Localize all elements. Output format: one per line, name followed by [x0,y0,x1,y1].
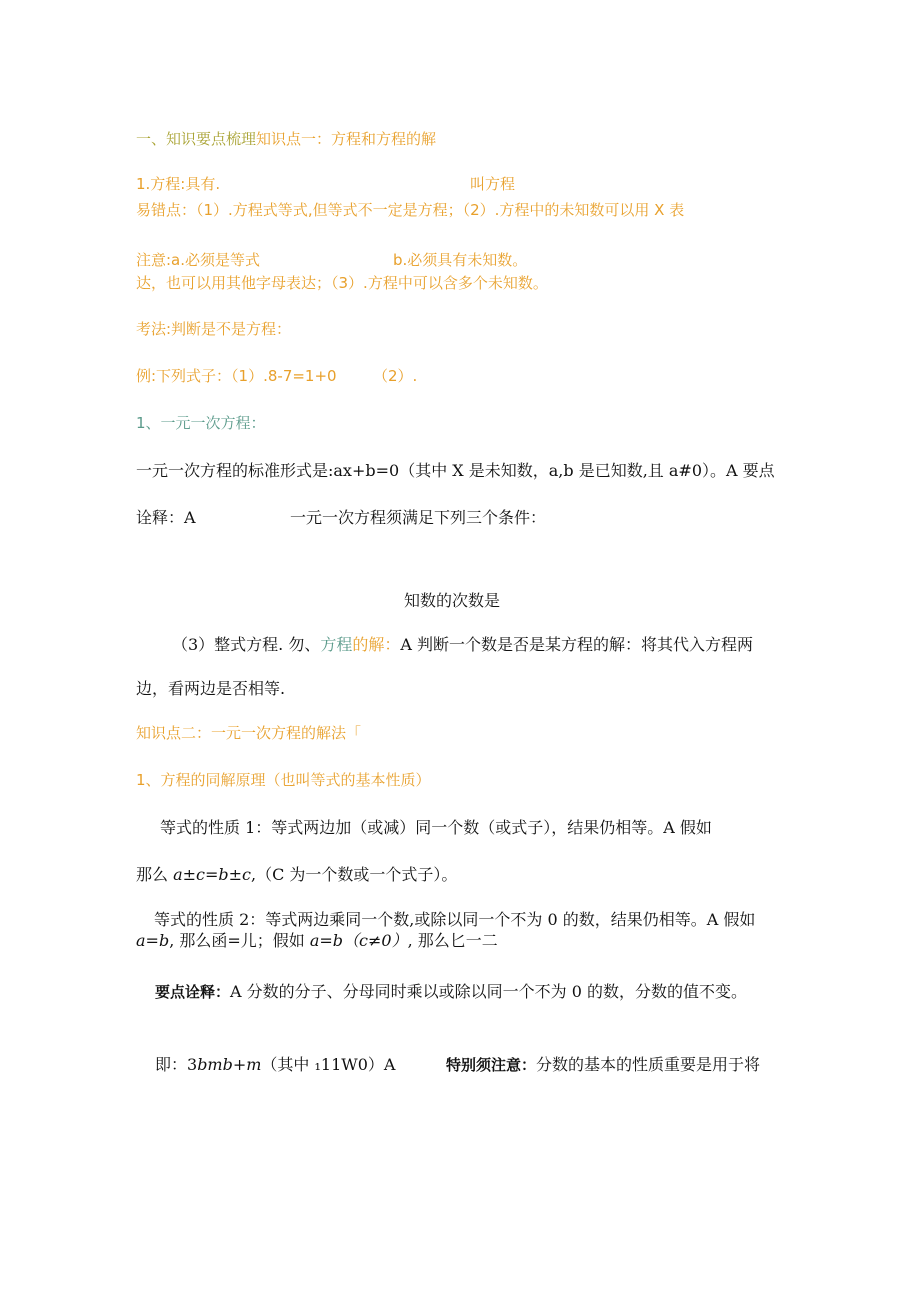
special-note-text: 分数的基本的性质重要是用于将 [536,1055,761,1074]
notes-text: 一元一次方程须满足下列三个条件： [290,508,547,527]
standard-form: 一元一次方程的标准形式是:ax+b=0（其中 X 是未知数，a,b 是已知数,且 a#0）。A 要点 [136,461,775,480]
property2-then-b: , 那么匕一二 [407,931,498,950]
note-a: 注意:a.必须是等式 [136,251,261,269]
note-b: b.必须具有未知数。 [393,251,528,269]
integral-equation-line [172,637,753,653]
definition-suffix: 叫方程 [470,175,516,193]
special-note-label: 特别须注意： [446,1056,537,1074]
property2-line: 等式的性质 2：等式两边乘同一个数,或除以同一个不为 0 的数，结果仍相等。A 假如 [154,910,756,929]
mistakes-line: 易错点：（1）.方程式等式,但等式不一定是方程；（2）.方程中的未知数可以用 X 表 [136,201,685,219]
linear-heading: 1、一元一次方程： [136,414,266,432]
integral-part-d: A 判断一个数是否是某方程的解：将其代入方程两 [400,635,754,654]
special-note-line [446,1057,760,1073]
property2-then-a: , 那么函=儿；假如 [169,931,310,950]
ie-part-b: （其中 ₁11W0）A [261,1055,396,1074]
example-a: 例:下列式子：（1）.8-7=1+0 [136,367,337,385]
integral-part-c: 的解： [352,635,401,654]
property1-then-a: 那么 [136,865,174,884]
property1-then [136,867,457,883]
note-continuation: 达，也可以用其他字母表达；（3）.方程中可以含多个未知数。 [136,274,548,292]
principle-heading: 1、方程的同解原理（也叫等式的基本性质） [136,771,431,789]
ie-line [155,1057,395,1073]
property1-line: 等式的性质 1：等式两边加（或减）同一个数（或式子），结果仍相等。A 假如 [160,818,712,837]
ie-formula: bmb+m [197,1055,262,1074]
notes-label: 诠释：A [136,508,196,527]
property2-then [136,933,498,949]
property2-formula-b: a=b（c≠0） [309,931,408,950]
property1-formula: a±c=b±c [173,865,252,884]
section-title-part-a: 一、知识要点梳理 [136,130,257,148]
property1-then-b: ,（C 为一个数或一个式子）。 [251,865,458,884]
integral-part-a: （3）整式方程. 勿、 [172,635,321,654]
both-sides-line: 边，看两边是否相等. [136,679,286,698]
degree-line: 知数的次数是 [404,591,501,610]
ie-part-a: 即：3 [155,1055,198,1074]
section-title [136,132,436,147]
integral-part-b: 方程 [320,635,353,654]
definition-label: 1.方程:具有. [136,175,221,193]
property2-formula-a: a=b [136,931,170,950]
key-points-line [155,984,747,1000]
example-b: （2）. [373,367,418,385]
section-title-part-b: 知识点一：方程和方程的解 [256,130,437,148]
key-points-text: A 分数的分子、分母同时乘以或除以同一个不为 0 的数，分数的值不变。 [230,982,748,1001]
section2-title: 知识点二：一元一次方程的解法「 [136,724,362,742]
key-points-label: 要点诠释： [155,983,231,1001]
exam-method: 考法:判断是不是方程： [136,320,292,338]
